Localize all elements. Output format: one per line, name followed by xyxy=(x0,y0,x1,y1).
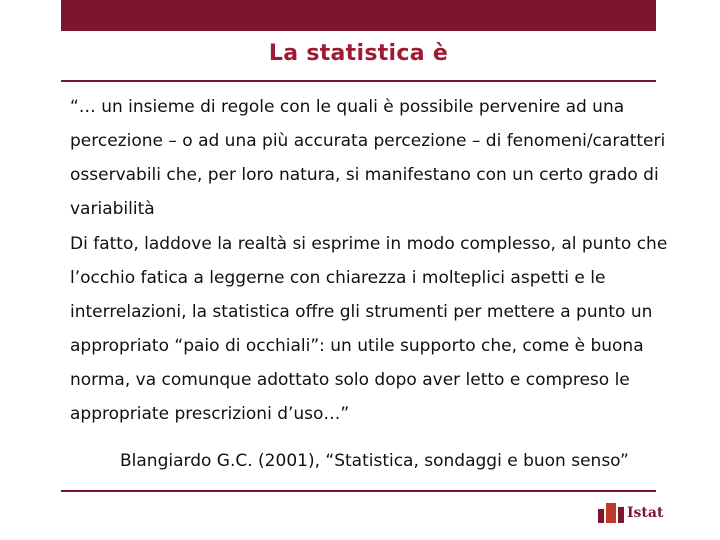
title-divider xyxy=(61,80,656,82)
slide-title: La statistica è xyxy=(268,41,449,66)
istat-logo xyxy=(598,503,663,523)
istat-logo-icon xyxy=(598,503,624,523)
logo-text: Istat xyxy=(627,505,664,521)
quote-citation: Blangiardo G.C. (2001), “Statistica, sondaggi e buon senso” xyxy=(120,451,629,471)
quote-paragraph-1: “… un insieme di regole con le quali è possibile pervenire ad una percezione – o ad una più accurata percezione – di fenomeni/caratteri osservabili che, per loro natura, si manifestano con un certo grado di variabilità xyxy=(70,97,666,219)
quote-paragraph-2: Di fatto, laddove la realtà si esprime in modo complesso, al punto che l’occhio fatica a leggerne con chiarezza i molteplici aspetti e le interrelazioni, la statistica offre gli strumenti per mettere a punto un appropriato “paio di occhiali”: un utile supporto che, come è buona norma, va comunque adottato solo dopo aver letto e compreso le appropriate prescrizioni d’uso…” xyxy=(70,234,668,424)
header-bar xyxy=(61,0,656,31)
footer-divider xyxy=(61,490,656,492)
